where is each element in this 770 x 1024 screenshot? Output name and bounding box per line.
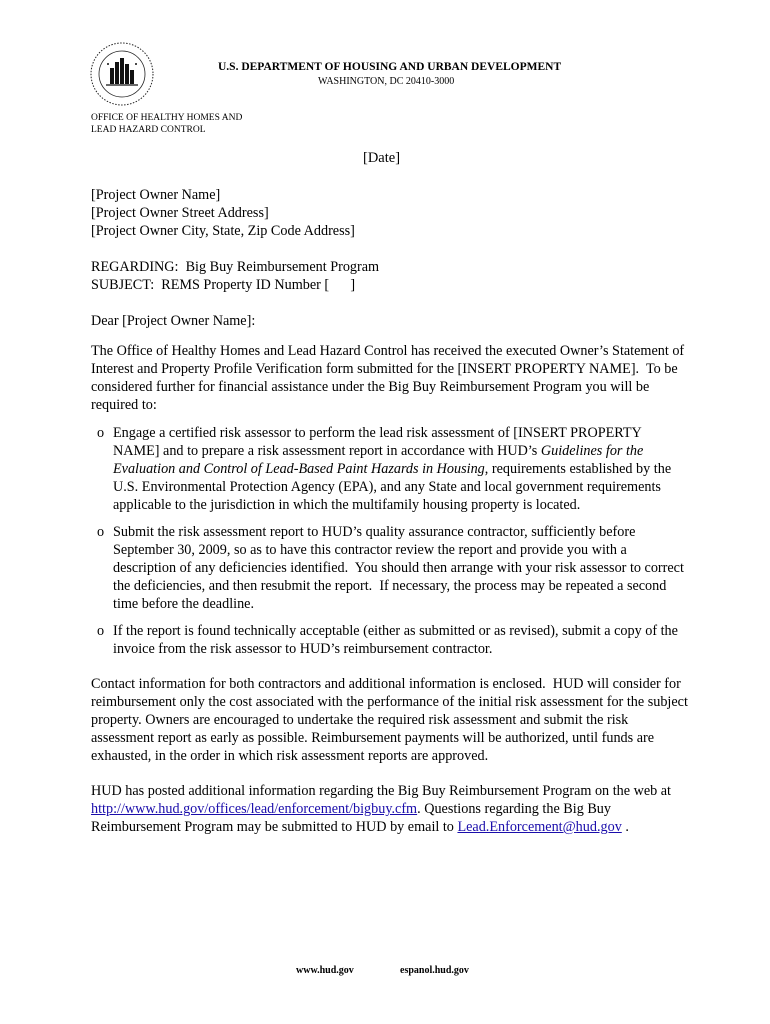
posted-end-text: . xyxy=(621,819,629,835)
hud-seal-icon xyxy=(88,40,156,108)
recipient-street: [Project Owner Street Address] xyxy=(91,205,269,221)
bullet-1-post: , requirements established by the U.S. Environmental Protection Agency (EPA), and any State and local government requirements applicable to the jurisdiction in which the multifamily housing property is located. xyxy=(113,461,675,513)
bigbuy-web-link[interactable]: http://www.hud.gov/offices/lead/enforcement/bigbuy.cfm xyxy=(91,801,418,817)
enforcement-email-link[interactable]: Lead.Enforcement@hud.gov xyxy=(457,819,622,835)
office-line-2: LEAD HAZARD CONTROL xyxy=(91,125,206,135)
bullet-1-text xyxy=(113,425,675,513)
bullet-1-pre: Engage a certified risk assessor to perform the lead risk assessment of [INSERT PROPERTY NAME] and to prepare a risk assessment report in accordance with HUD’s xyxy=(113,425,645,459)
subject-line: SUBJECT: REMS Property ID Number [ ] xyxy=(91,277,356,293)
department-address: WASHINGTON, DC 20410-3000 xyxy=(318,76,455,87)
salutation: Dear [Project Owner Name]: xyxy=(91,313,256,329)
office-line-1: OFFICE OF HEALTHY HOMES AND xyxy=(91,113,243,123)
recipient-address xyxy=(91,186,691,240)
posted-mid-text: . Questions regarding the Big Buy Reimbursement Program may be submitted to HUD by email to xyxy=(91,801,615,835)
posted-info-paragraph xyxy=(91,782,691,836)
regarding-block xyxy=(91,258,691,294)
department-name: U.S. DEPARTMENT OF HOUSING AND URBAN DEVELOPMENT xyxy=(218,61,562,73)
bullet-mark: o xyxy=(97,623,105,639)
bullet-mark: o xyxy=(97,425,105,441)
contact-paragraph: Contact information for both contractors and additional information is enclosed. HUD will consider for reimbursement only the cost associated with the performance of the initial risk assessment for the subject property. Owners are encouraged to undertake the required risk assessment and submit the risk assessment report as early as possible. Reimbursement payments will be authorized, until funds are exhausted, in the order in which risk assessment reports are approved. xyxy=(91,676,692,764)
footer-espanol-url[interactable]: espanol.hud.gov xyxy=(400,965,469,976)
list-item xyxy=(97,622,687,658)
bullet-3-text: If the report is found technically acceptable (either as submitted or as revised), submit a copy of the invoice from the risk assessor to HUD’s reimbursement contractor. xyxy=(113,623,682,657)
office-name xyxy=(91,112,242,136)
list-item xyxy=(97,424,687,514)
recipient-name: [Project Owner Name] xyxy=(91,187,221,203)
requirements-list xyxy=(97,424,687,667)
bullet-2-text: Submit the risk assessment report to HUD’s quality assurance contractor, sufficiently before September 30, 2009, so as to have this contractor review the report and provide you with a description of any deficiencies identified. You should then arrange with your risk assessor to correct the deficiencies, and then resubmit the report. If necessary, the process may be repeated a second time before the deadline. xyxy=(113,524,688,612)
guidelines-title: Guidelines for the Evaluation and Control of Lead-Based Paint Hazards in Housing xyxy=(113,443,647,477)
posted-pre-text: HUD has posted additional information regarding the Big Buy Reimbursement Program on the web at xyxy=(91,783,675,799)
recipient-city: [Project Owner City, State, Zip Code Address] xyxy=(91,223,355,239)
footer-hud-url[interactable]: www.hud.gov xyxy=(296,965,354,976)
letter-date: [Date] xyxy=(363,150,401,166)
regarding-line: REGARDING: Big Buy Reimbursement Program xyxy=(91,259,380,275)
bullet-mark: o xyxy=(97,524,105,540)
intro-paragraph: The Office of Healthy Homes and Lead Hazard Control has received the executed Owner’s Statement of Interest and Property Profile Verification form submitted for the [INSERT PROPERTY NAME]. To be considered further for financial assistance under the Big Buy Reimbursement Program you will be required to: xyxy=(91,343,688,413)
list-item xyxy=(97,523,687,613)
